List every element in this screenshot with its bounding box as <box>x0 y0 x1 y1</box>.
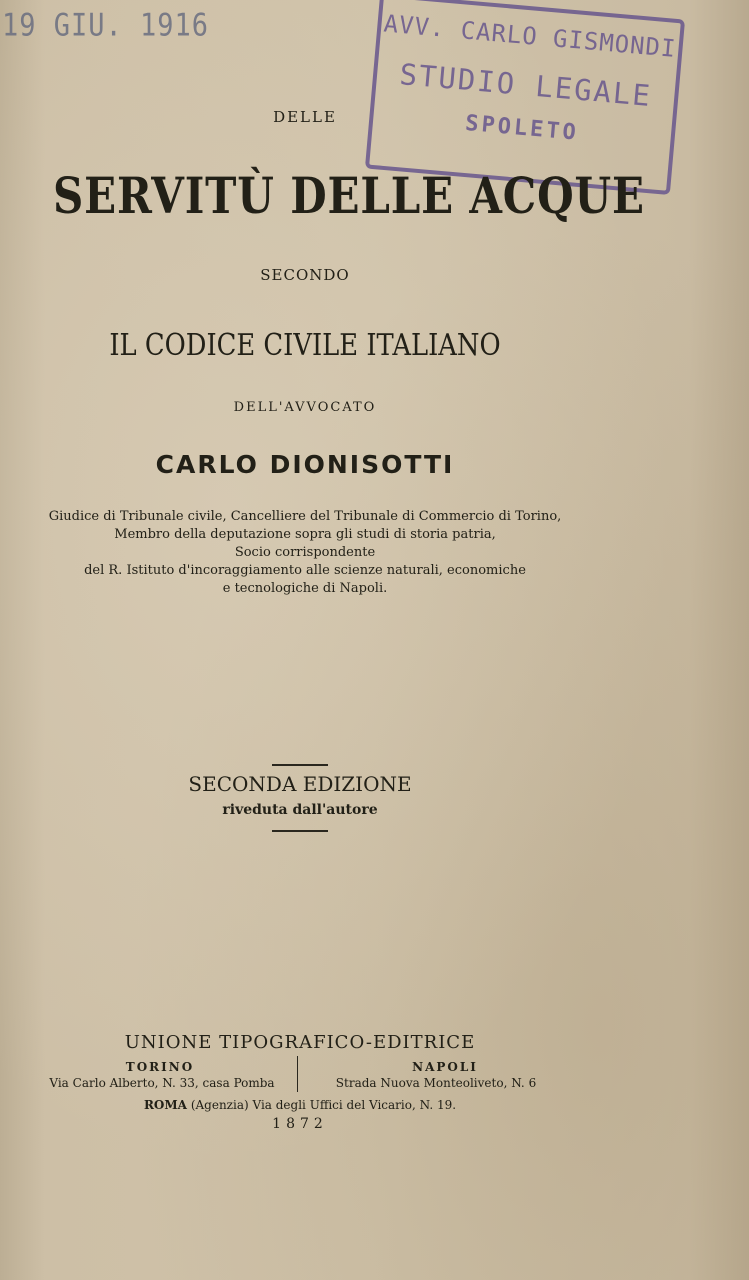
right-address: Strada Nuova Monteoliveto, N. 6 <box>335 1076 537 1090</box>
publisher-divider <box>297 1056 298 1092</box>
credential-line: e tecnologiche di Napoli. <box>222 581 388 596</box>
roma-address: (Agenzia) Via degli Uffici del Vicario, N. 19. <box>190 1098 457 1112</box>
right-city: NAPOLI <box>412 1060 478 1074</box>
left-address: Via Carlo Alberto, N. 33, casa Pomba <box>49 1076 275 1090</box>
author-name: CARLO DIONISOTTI <box>155 450 455 479</box>
left-city: TORINO <box>125 1060 195 1074</box>
stamp-line-1: AVV. CARLO GISMONDI <box>382 9 678 63</box>
roma-city: ROMA <box>143 1098 187 1112</box>
edition-label: SECONDA EDIZIONE <box>188 772 412 796</box>
author-prefix: DELL'AVVOCATO <box>233 400 377 415</box>
publication-year: 1872 <box>272 1116 328 1132</box>
title-pre: DELLE <box>273 108 337 126</box>
stamp-line-3: SPOLETO <box>464 110 580 146</box>
edition-note: riveduta dall'autore <box>222 802 378 818</box>
credential-line: del R. Istituto d'incoraggiamento alle scienze naturali, economiche <box>84 563 526 578</box>
rule-bottom <box>272 830 328 832</box>
roma-line <box>0 1098 600 1112</box>
main-title: SERVITÙ DELLE ACQUE <box>53 166 645 225</box>
author-credentials <box>5 508 605 598</box>
stamp-line-2: STUDIO LEGALE <box>398 57 654 113</box>
date-stamp: 19 GIU. 1916 <box>2 7 210 44</box>
title-connector: SECONDO <box>260 266 350 284</box>
subtitle: IL CODICE CIVILE ITALIANO <box>109 328 501 363</box>
credential-line: Socio corrispondente <box>234 545 376 560</box>
credential-line: Giudice di Tribunale civile, Cancelliere del Tribunale di Commercio di Torino, <box>48 509 562 524</box>
publisher-name: UNIONE TIPOGRAFICO-EDITRICE <box>124 1032 476 1053</box>
credential-line: Membro della deputazione sopra gli studi di storia patria, <box>114 527 496 542</box>
rule-top <box>272 764 328 766</box>
